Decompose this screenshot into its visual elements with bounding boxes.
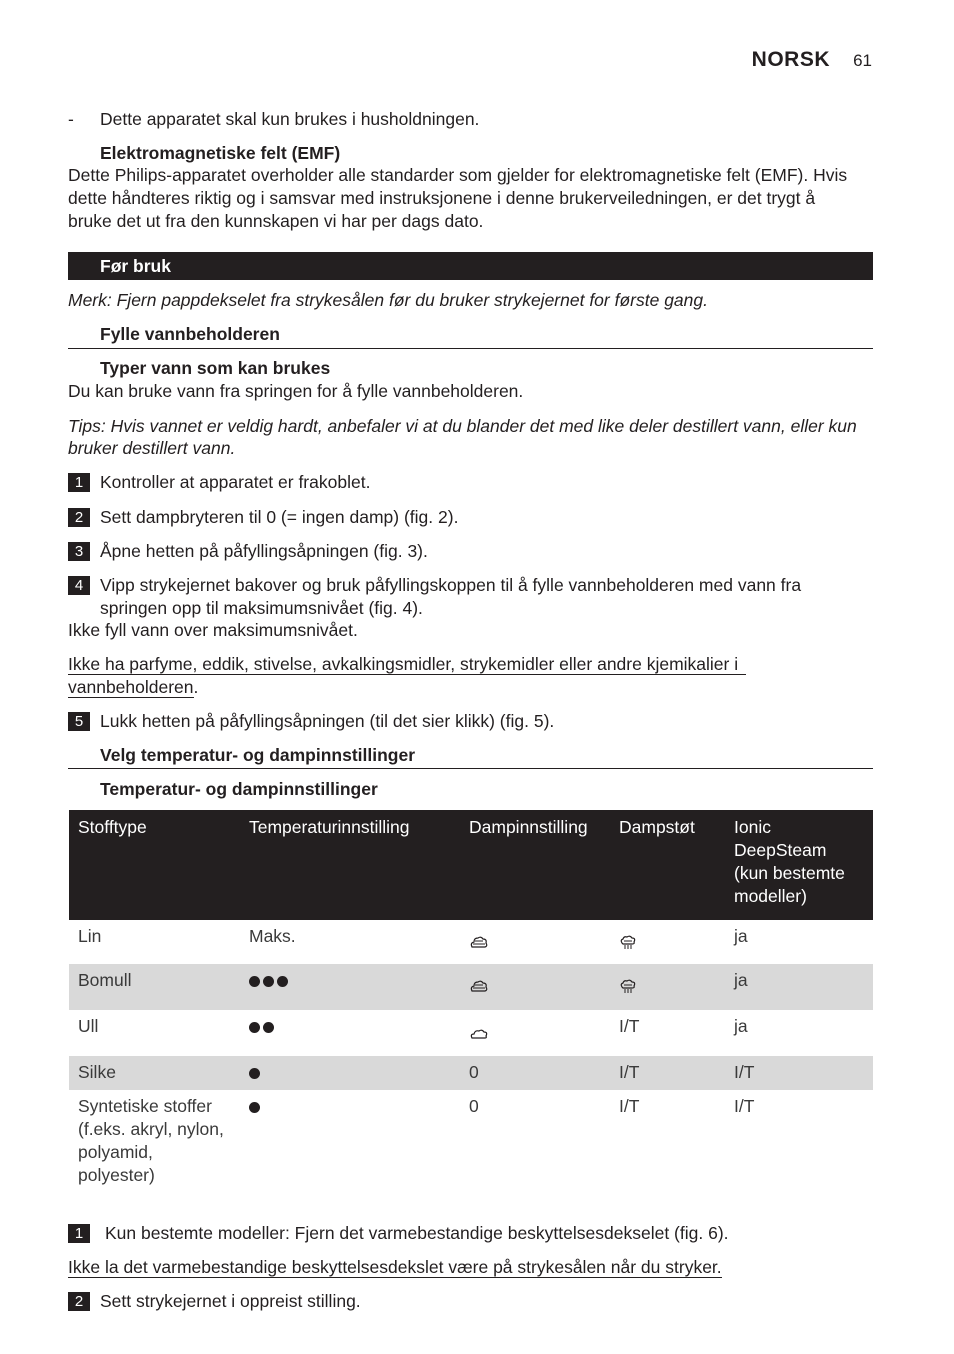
step-number: 2: [68, 508, 90, 527]
column-header: Ionic DeepSteam (kun bestemte modeller): [725, 810, 873, 920]
table-row: [69, 920, 873, 964]
ionic-cell: [725, 1090, 873, 1200]
step-item: [68, 471, 371, 494]
emf-line-3: bruke det ut fra den kunnskapen vi har per dags dato.: [68, 211, 484, 231]
steam-high-icon: [469, 977, 489, 1000]
steam-cell: [460, 964, 610, 1010]
ionic-text: ja: [734, 970, 748, 990]
warning-line: [68, 1256, 722, 1279]
steam-shot-icon: [619, 977, 637, 1000]
steam-cell: [460, 1090, 610, 1200]
steam-cell: [460, 920, 610, 964]
table-row: [69, 1010, 873, 1056]
temperature-dot-icon: [263, 976, 274, 987]
temperature-dot-icon: [249, 1022, 260, 1033]
fabric-cell: [69, 1056, 240, 1090]
step-text: Sett strykejernet i oppreist stilling.: [100, 1291, 361, 1311]
bullet-dash: -: [68, 109, 74, 129]
water-heading: Typer vann som kan brukes: [100, 358, 331, 378]
bullet-text: Dette apparatet skal kun brukes i husholdningen.: [100, 109, 480, 129]
step-text: Vipp strykejernet bakover og bruk påfyllingskoppen til å fylle vannbeholderen med vann fra: [100, 575, 802, 595]
step-item: [68, 1290, 361, 1313]
temperature-cell: [240, 1090, 460, 1200]
steam-high-icon: [469, 933, 489, 956]
step-text-continued: springen opp til maksimumsnivået (fig. 4).: [100, 598, 423, 618]
steam-cell: [460, 1056, 610, 1090]
temperature-dot-icon: [249, 1102, 260, 1113]
ionic-cell: [725, 964, 873, 1010]
steam-text: 0: [469, 1062, 479, 1082]
ionic-text: ja: [734, 926, 748, 946]
table-row: [69, 1090, 873, 1200]
temperature-cell: [240, 920, 460, 964]
warning-text-1: Ikke ha parfyme, eddik, stivelse, avkalkingsmidler, strykemidler eller andre kjemikalier i: [68, 654, 746, 675]
warning-line-2: [68, 676, 198, 699]
ionic-text: ja: [734, 1016, 748, 1036]
temperature-cell: [240, 964, 460, 1010]
section-bar-before-use: [68, 252, 873, 280]
fabric-name: Silke: [78, 1062, 116, 1082]
steam-low-icon: [469, 1023, 489, 1046]
temperature-cell: [240, 1056, 460, 1090]
steam-shot-text: I/T: [619, 1062, 640, 1082]
fabric-name: Bomull: [78, 970, 132, 990]
fabric-cell: [69, 920, 240, 964]
table-row: [69, 1056, 873, 1090]
emf-line-2: dette håndteres riktig og i samsvar med instruksjonene i denne brukerveiledningen, er det trygt å: [68, 188, 816, 208]
step-number: 1: [68, 1224, 90, 1243]
table-row: [69, 964, 873, 1010]
ionic-text: I/T: [734, 1096, 755, 1116]
step-number: 1: [68, 473, 90, 492]
step-text: Kun bestemte modeller: Fjern det varmebestandige beskyttelsesdekselet (fig. 6).: [105, 1223, 729, 1243]
step-text: Sett dampbryteren til 0 (= ingen damp) (fig. 2).: [100, 507, 459, 527]
warning-text: Ikke la det varmebestandige beskyttelsesdekslet være på strykesålen når du stryker.: [68, 1257, 722, 1277]
fabric-cell: [69, 1090, 240, 1200]
step-item: [68, 574, 802, 597]
steam-shot-text: I/T: [619, 1096, 640, 1116]
step-number: 4: [68, 576, 90, 595]
steam-cell: [460, 1010, 610, 1056]
step-number: 3: [68, 542, 90, 561]
steam-shot-cell: [610, 1090, 725, 1200]
tips-line-1: Tips: Hvis vannet er veldig hardt, anbefaler vi at du blander det med like deler destillert vann, eller kun: [68, 416, 857, 436]
warning-period: .: [193, 677, 199, 697]
step-text: Åpne hetten på påfyllingsåpningen (fig. 3).: [100, 541, 428, 561]
fabric-name: Syntetiske stoffer (f.eks. akryl, nylon, polyamid, polyester): [78, 1096, 224, 1185]
step-text: Lukk hetten på påfyllingsåpningen (til det sier klikk) (fig. 5).: [100, 711, 555, 731]
heading-rule: [68, 768, 873, 769]
ionic-cell: [725, 920, 873, 964]
page-number: 61: [853, 51, 872, 70]
temp-heading: Velg temperatur- og dampinnstillinger: [100, 745, 416, 765]
steam-text: 0: [469, 1096, 479, 1116]
max-note: Ikke fyll vann over maksimumsnivået.: [68, 620, 358, 640]
steam-shot-cell: [610, 964, 725, 1010]
ionic-text: I/T: [734, 1062, 755, 1082]
step-item: [68, 506, 459, 529]
tips-line-2: bruker destillert vann.: [68, 438, 236, 458]
steam-shot-cell: [610, 920, 725, 964]
steam-shot-cell: [610, 1010, 725, 1056]
column-header: Temperaturinnstilling: [240, 810, 460, 920]
step-item: [68, 540, 428, 563]
emf-heading: Elektromagnetiske felt (EMF): [100, 143, 341, 163]
fabric-cell: [69, 964, 240, 1010]
table-header-row: [69, 810, 873, 920]
ionic-cell: [725, 1056, 873, 1090]
fabric-name: Ull: [78, 1016, 99, 1036]
temperature-cell: [240, 1010, 460, 1056]
fill-heading: Fylle vannbeholderen: [100, 324, 280, 344]
warning-line-1: [68, 653, 746, 676]
step-item: [68, 1222, 729, 1245]
fabric-name: Lin: [78, 926, 102, 946]
settings-table: [69, 810, 873, 1200]
column-header: Stofftype: [69, 810, 240, 920]
emf-line-1: Dette Philips-apparatet overholder alle standarder som gjelder for elektromagnetiske felt (EMF). Hvis: [68, 165, 848, 185]
temperature-text: Maks.: [249, 926, 296, 946]
step-item: [68, 710, 555, 733]
fabric-cell: [69, 1010, 240, 1056]
temperature-dot-icon: [263, 1022, 274, 1033]
temperature-dot-icon: [277, 976, 288, 987]
section-title: Før bruk: [100, 256, 171, 276]
steam-shot-icon: [619, 933, 637, 956]
note-text: Merk: Fjern pappdekselet fra strykesålen før du bruker strykejernet for første gang.: [68, 290, 708, 310]
steam-shot-cell: [610, 1056, 725, 1090]
column-header: Dampinnstilling: [460, 810, 610, 920]
warning-text-2: vannbeholderen: [68, 677, 194, 697]
ionic-cell: [725, 1010, 873, 1056]
column-header: Dampstøt: [610, 810, 725, 920]
heading-rule: [68, 348, 873, 349]
temp-subheading: Temperatur- og dampinnstillinger: [100, 779, 378, 799]
step-number: 2: [68, 1292, 90, 1311]
step-text: Kontroller at apparatet er frakoblet.: [100, 472, 371, 492]
language-label: NORSK: [751, 48, 830, 71]
temperature-dot-icon: [249, 1068, 260, 1079]
steam-shot-text: I/T: [619, 1016, 640, 1036]
water-text: Du kan bruke vann fra springen for å fylle vannbeholderen.: [68, 381, 524, 401]
temperature-dot-icon: [249, 976, 260, 987]
step-number: 5: [68, 712, 90, 731]
